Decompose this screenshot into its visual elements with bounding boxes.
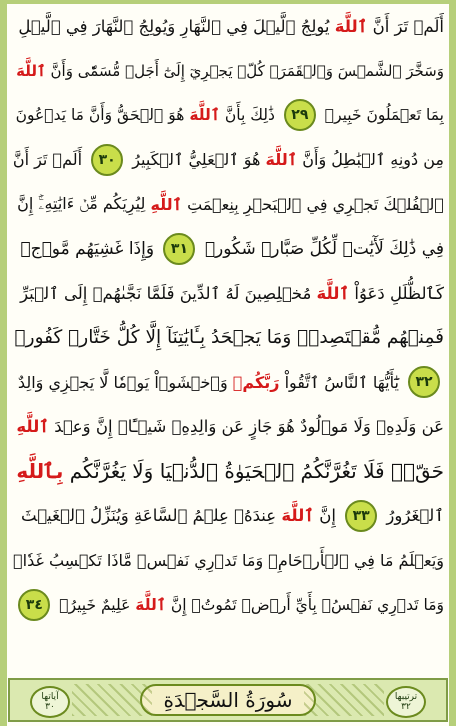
verse-lines [12, 4, 444, 627]
ayah-number-marker: ٢٩ [284, 99, 316, 131]
verse-line [12, 182, 444, 227]
divine-name-text: ٱللَّهَ [189, 106, 220, 125]
divine-name-text: ٱللَّهِ [150, 194, 183, 214]
surah-banner [8, 678, 448, 722]
divine-name-text: رَبَّكُمۡ [232, 372, 280, 392]
ayah-number-marker: ٣٢ [408, 366, 440, 398]
surah-order-label: ترتيبها [394, 692, 418, 702]
verse-line [12, 4, 444, 49]
verse-text: أَلَمۡ تَرَ أَنَّ [12, 150, 88, 170]
divine-name-text: ٱللَّهَ [316, 283, 350, 303]
frame-left-border [0, 0, 7, 726]
verse-line [12, 227, 444, 272]
verse-text: لِيُرِيَكُم مِّنۡ ءَايَٰتِهِۦٓۚ إِنَّ [17, 194, 151, 214]
verse-line [12, 360, 444, 405]
surah-order-value: ٣٢ [401, 702, 411, 712]
verse-text: ذَٰلِكَ بِأَنَّ [219, 106, 280, 125]
verse-text: هُوَ ٱلۡحَقُّ وَأَنَّ مَا يَدۡعُونَ [15, 106, 190, 125]
verse-text: كَٱلظُّلَلِ دَعَوُاْ [349, 283, 444, 303]
verse-text: مِن دُونِهِ ٱلۡبَٰطِلُ وَأَنَّ [297, 150, 444, 170]
frame-right-border [449, 0, 456, 726]
verse-count-value: ٣٠ [45, 702, 55, 712]
verse-line [12, 271, 444, 316]
verse-text: وَٱخۡشَوۡاْ يَوۡمٗا لَّا يَجۡزِي وَالِدٌ [17, 372, 233, 392]
verse-text: فَمِنۡهُم مُّقۡتَصِدٞۚ وَمَا يَجۡحَدُ بِـَٔايَٰتِنَآ إِلَّا كُلُّ خَتَّارٖ كَفُورٖ [14, 327, 444, 349]
verse-text: وَسَخَّرَ ٱلشَّمۡسَ وَٱلۡقَمَرَۖ كُلّٞ يَجۡرِيٓ إِلَىٰٓ أَجَلٖ مُّسَمّٗى وَأَنَّ [45, 61, 444, 80]
verse-text: وَيَعۡلَمُ مَا فِي ٱلۡأَرۡحَامِۖ وَمَا تَدۡرِي نَفۡسٞ مَّاذَا تَكۡسِبُ غَدٗاۖ [13, 550, 444, 570]
divine-name-text: ٱللَّهَ [265, 150, 298, 170]
verse-text: أَلَمۡ تَرَ أَنَّ [367, 16, 444, 36]
verse-text: فِي ذَٰلِكَ لَأٓيَٰتٖ لِّكُلِّ صَبَّارٖ شَكُورٖ [199, 238, 444, 259]
verse-line [12, 49, 444, 94]
verse-line [12, 405, 444, 450]
verse-line [12, 93, 444, 138]
surah-title: سُورَةُ السَّجۡدَةِ [140, 684, 317, 716]
banner-pattern-right [304, 684, 384, 716]
ayah-number-marker: ٣٤ [18, 589, 50, 621]
verse-text: يُولِجُ ٱلَّيۡلَ فِي ٱلنَّهَارِ وَيُولِجُ ٱلنَّهَارَ فِي ٱلَّيۡلِ [18, 16, 335, 36]
divine-name-text: بِٱللَّهِ [16, 459, 64, 484]
verse-text: مُخۡلِصِينَ لَهُ ٱلدِّينَ فَلَمَّا نَجَّىٰهُمۡ إِلَى ٱلۡبَرِّ [20, 283, 317, 303]
divine-name-text: ٱللَّهِ [16, 417, 49, 437]
verse-text: عِندَهُۥ عِلۡمُ ٱلسَّاعَةِ وَيُنَزِّلُ ٱلۡغَيۡثَ [21, 506, 282, 526]
ayah-number-marker: ٣٠ [91, 144, 123, 176]
surah-order-ornament [386, 686, 426, 718]
verse-text: يَٰٓأَيُّهَا ٱلنَّاسُ ٱتَّقُواْ [279, 372, 404, 392]
verse-count-label: آياتها [41, 692, 59, 702]
verse-text: وَمَا تَدۡرِي نَفۡسُۢ بِأَيِّ أَرۡضٖ تَمُوتُۚ إِنَّ [165, 595, 444, 614]
divine-name-text: ٱللَّهَ [281, 506, 314, 526]
verse-text: ٱلۡغَرُورُ [381, 506, 444, 526]
divine-name-text: ٱللَّهَ [334, 16, 368, 36]
verse-line [12, 449, 444, 494]
verse-line [12, 538, 444, 583]
verse-line [12, 494, 444, 539]
verse-text: حَقّٞۖ فَلَا تَغُرَّنَّكُمُ ٱلۡحَيَوٰةُ ٱلدُّنۡيَا وَلَا يَغُرَّنَّكُم [63, 459, 444, 484]
verse-text: هُوَ ٱلۡعَلِيُّ ٱلۡكَبِيرُ [127, 150, 266, 170]
divine-name-text: ٱللَّهَ [135, 595, 166, 614]
verse-count-ornament [30, 686, 70, 718]
verse-line [12, 316, 444, 361]
verse-text: بِمَا تَعۡمَلُونَ خَبِيرٞ [319, 106, 444, 125]
verse-text: وَإِذَا غَشِيَهُم مَّوۡجٞ [20, 238, 160, 259]
verse-text: عَلِيمٌ خَبِيرُۢ [54, 595, 136, 614]
verse-text: ٱلۡفُلۡكَ تَجۡرِي فِي ٱلۡبَحۡرِ بِنِعۡمَتِ [182, 194, 444, 214]
banner-pattern-left [72, 684, 152, 716]
ayah-number-marker: ٣١ [163, 233, 195, 265]
verse-text: إِنَّ [313, 506, 342, 526]
verse-line [12, 583, 444, 628]
divine-name-text: ٱللَّهَ [16, 61, 46, 80]
ayah-number-marker: ٣٣ [345, 500, 377, 532]
verse-text: عَن وَلَدِهِۦ وَلَا مَوۡلُودٌ هُوَ جَازٍ عَن وَالِدِهِۦ شَيۡـًٔاۚ إِنَّ وَعۡدَ [48, 417, 444, 437]
verse-line [12, 138, 444, 183]
